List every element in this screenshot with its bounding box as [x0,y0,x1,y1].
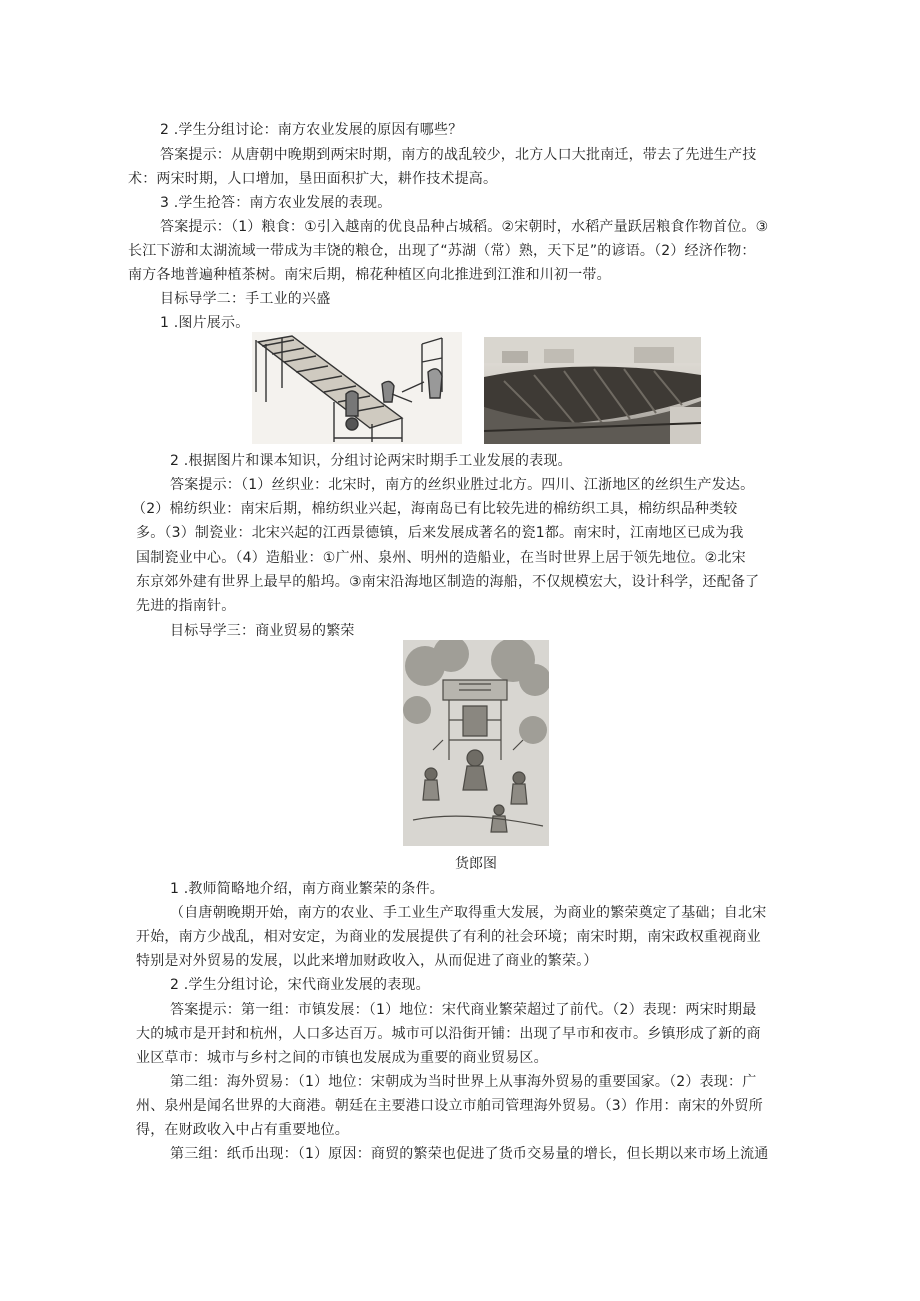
discussion-item-2: 2 .根据图片和课本知识，分组讨论两宋时期手工业发展的表现。 [170,453,572,469]
question-3: 3 .学生抢答：南方农业发展的表现。 [160,195,392,211]
answer-hint-line: 答案提示：从唐朝中晚期到两宋时期，南方的战乱较少，北方人口大批南迁，带去了先进生产技 [160,147,757,163]
section-heading-2: 目标导学二：手工业的兴盛 [160,291,331,307]
group-three-line: 第三组：纸币出现：（1）原因：商贸的繁荣也促进了货币交易量的增长，但长期以来市场上流通 [170,1146,769,1162]
paragraph-line: 开始，南方少战乱，相对安定，为商业的发展提供了有利的社会环境；南宋时期，南宋政权重视商业 [136,929,761,945]
answer-hint-line: 多。（3）制瓷业：北宋兴起的江西景德镇，后来发展成著名的瓷1都。南宋时，江南地区已成为我 [136,525,744,541]
answer-hint-line: 东京郊外建有世界上最早的船坞。③南宋沿海地区制造的海船，不仅规模宏大，设计科学，还配备了 [136,574,760,590]
answer-hint-line: （2）棉纺织业：南宋后期，棉纺织业兴起，海南岛已有比较先进的棉纺织工具，棉纺织品种类较 [132,501,738,517]
group-two-line: 第二组：海外贸易：（1）地位：宋朝成为当时世界上从事海外贸易的重要国家。（2）表现：广 [170,1074,757,1090]
group-two-line: 得，在财政收入中占有重要地位。 [136,1122,349,1138]
section-heading-3: 目标导学三：商业贸易的繁荣 [170,623,355,639]
answer-hint-line: 业区草市：城市与乡村之间的市镇也发展成为重要的商业贸易区。 [136,1050,548,1066]
answer-hint-line: 国制瓷业中心。（4）造船业：①广州、泉州、明州的造船业，在当时世界上居于领先地位。②北宋 [136,550,746,566]
answer-hint-line: 答案提示：第一组：市镇发展：（1）地位：宋代商业繁荣超过了前代。（2）表现：两宋时期最 [170,1002,757,1018]
ancient-ship-photo [484,337,701,444]
discussion-item-2: 2 .学生分组讨论，宋代商业发展的表现。 [170,977,430,993]
answer-hint-line: 先进的指南针。 [136,598,236,614]
paragraph-line: 特别是对外贸易的发展，以此来增加财政收入，从而促进了商业的繁荣。） [136,953,598,969]
answer-hint-line: 答案提示：（1）粮食：①引入越南的优良品种占城稻。②宋朝时，水稻产量跃居粮食作物首位。③ [160,219,769,235]
teacher-intro-item-1: 1 .教师简略地介绍，南方商业繁荣的条件。 [170,881,445,897]
figure-caption: 货郎图 [455,856,497,872]
answer-hint-line: 南方各地普遍种植茶树。南宋后期，棉花种植区向北推进到江淮和川初一带。 [128,267,611,283]
loom-illustration [252,332,462,444]
question-2: 2 .学生分组讨论：南方农业发展的原因有哪些？ [160,122,463,138]
picture-display-item: 1 .图片展示。 [160,315,250,331]
peddler-painting [403,640,549,846]
paragraph-line: （自唐朝晚期开始，南方的农业、手工业生产取得重大发展，为商业的繁荣奠定了基础；自北宋 [170,905,767,921]
answer-hint-line: 术：两宋时期，人口增加，垦田面积扩大，耕作技术提高。 [128,171,498,187]
answer-hint-line: 答案提示：（1）丝织业：北宋时，南方的丝织业胜过北方。四川、江浙地区的丝织生产发达。 [170,477,755,493]
answer-hint-line: 大的城市是开封和杭州，人口多达百万。城市可以沿街开铺：出现了早市和夜市。乡镇形成了新的商 [136,1026,761,1042]
answer-hint-line: 长江下游和太湖流域一带成为丰饶的粮仓，出现了“苏湖（常）熟，天下足”的谚语。（2）经济作物： [128,243,756,259]
group-two-line: 州、泉州是闻名世界的大商港。朝廷在主要港口设立市舶司管理海外贸易。（3）作用：南宋的外贸所 [136,1098,763,1114]
